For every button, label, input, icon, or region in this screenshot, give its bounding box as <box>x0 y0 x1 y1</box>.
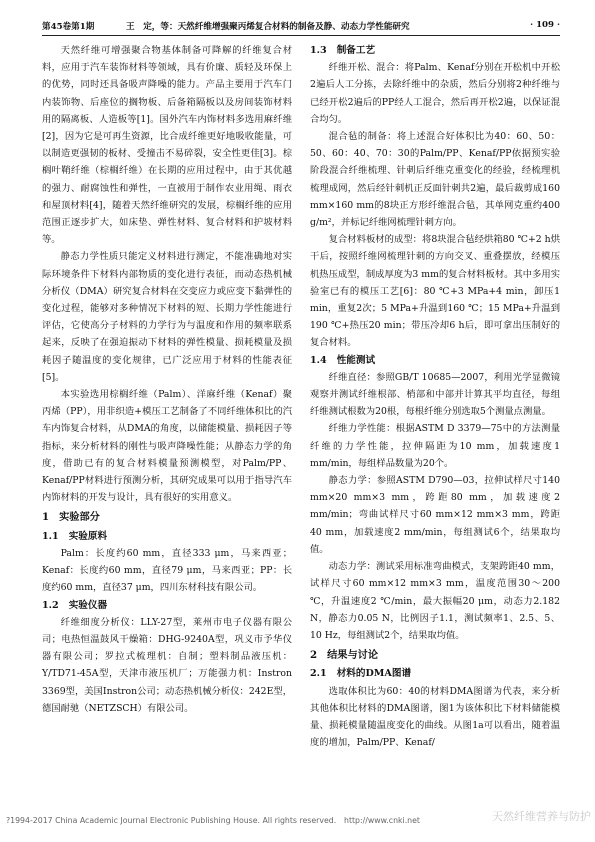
heading-number: 2 <box>310 649 318 662</box>
right-column <box>310 42 560 751</box>
paragraph: 动态力学：测试采用标准弯曲模式，支架跨距40 mm，试样尺寸60 mm×12 mm×3 mm，温度范围30～200 ℃，升温速度2 ℃/min，最大振幅20 μm，动态力2.182 N，静态力0.05 N，比例因子1.1，测试频率1、2.5、5、10 Hz，每组测试2个，结果取均值。 <box>310 561 560 641</box>
header-rule <box>42 35 560 36</box>
heading-text: 性能测试 <box>336 354 376 366</box>
heading-text: 制备工艺 <box>336 45 376 56</box>
watermark-logo: 天然纤维营养与防护 <box>492 810 591 823</box>
subsection-heading <box>310 665 560 682</box>
paragraph: 纤维力学性能：根据ASTM D 3379—75中的方法测量纤维的力学性能，拉伸隔距为10 mm，加载速度1 mm/min，每组样品数量为20个。 <box>310 423 560 469</box>
paragraph: 选取体积比为60：40的材料DMA图谱为代表，来分析其他体积比材料的DMA图谱，图1为该体积比下材料储能模量、损耗模量随温度变化的曲线。从图1a可以看出，随着温度的增加，Palm/PP、Kenaf/ <box>310 685 560 749</box>
page-number: · 109 · <box>530 20 560 30</box>
heading-number: 1.1 <box>42 530 59 542</box>
paragraph: 天然纤维可增强聚合物基体制备可降解的纤维复合材料，应用于汽车装饰材料等领域，具有价廉、质轻及环保上的优势，同时还具备吸声降噪的能力。产品主要用于汽车门内装饰物、后座位的搁物板、后备箱隔板以及房间装饰材料用的隔离板、人造板等[1]。国外汽车内饰材料多选用麻纤维[2]，因为它是可再生资源，比合成纤维更好地吸收能量，可以制造更强韧的板材、受撞击不易碎裂，安全性更佳[3]。棕榈叶鞘纤维（棕榈纤维）在长期的应用过程中，由于其优越的强力、耐腐蚀性和弹性，一直被用于制作农业用绳、雨衣和屋顶材料[4]，随着天然纤维研究的发展，棕榈纤维的应用范围正逐步扩大，如床垫、弹性材料、复合材料和护坡材料等。 <box>42 45 292 246</box>
heading-number: 1 <box>42 511 50 524</box>
section-heading <box>310 647 560 664</box>
left-column <box>42 42 292 717</box>
paragraph: 本实验选用棕榈纤维（Palm）、洋麻纤维（Kenaf）聚丙烯（PP），用非织造+模压工艺制备了不同纤维体积比的汽车内饰复合材料，从DMA的角度，以储能模量、损耗因子等指标，来分析材料的刚性与吸声降噪性能；从静态力学的角度，借助已有的复合材料模量预测模型，对Palm/PP、Kenaf/PP材料进行预测分析，其研究成果可以用于指导汽车内饰材料的开发与设计，具有很好的实用意义。 <box>42 389 292 504</box>
subsection-heading <box>42 597 292 614</box>
section-heading <box>42 509 292 526</box>
paragraph: 混合毡的制备：将上述混合好体积比为40：60、50：50、60：40、70：30的Palm/PP、Kenaf/PP依据预实验阶段混合纤维梳理、针刺后纤维克重变化的经验，经梳理机梳理成网，然后经针刺机正反面针刺共2遍，最后裁剪成160 mm×160 mm的8块正方形纤维混合毡，其单网克重约400 g/m²，并标记纤维网梳理针刺方向。 <box>310 131 560 229</box>
paragraph: 静态力学：参照ASTM D790—03，拉伸试样尺寸140 mm×20 mm×3 mm，跨距80 mm，加载速度2 mm/min；弯曲试样尺寸60 mm×12 mm×3 mm，跨距40 mm，加载速度2 mm/min，每组测试6个，结果取均值。 <box>310 475 560 555</box>
paragraph: 静态力学性质只能定义材料进行测定，不能准确地对实际环境条件下材料内部物质的变化进行表征，而动态热机械分析仪（DMA）研究复合材料在交变应力或应变下黏弹性的变化过程，能够对多种情况下材料的短、长期力学性能进行评估，它使高分子材料的力学行为与温度和作用的频率联系起来，反映了在强迫振动下材料的弹性模量、损耗模量及损耗因子随温度的变化规律，已广泛应用于材料的性能表征[5]。 <box>42 251 292 383</box>
heading-text: 结果与讨论 <box>327 649 379 662</box>
heading-number: 1.3 <box>310 45 327 56</box>
heading-text: 实验仪器 <box>68 599 108 611</box>
heading-number: 1.2 <box>42 599 59 611</box>
volume-label: 第45卷第1期 <box>42 22 95 32</box>
paragraph: 复合材料板材的成型：将8块混合毡经烘箱80 ℃+2 h烘干后，按照纤维网梳理针刺的方向交叉、重叠摆放，经模压机热压成型，制成厚度为3 mm的复合材料板材。其中多用实验室已有的模压工艺[6]：80 ℃+3 MPa+4 min，卸压1 min，重复2次；5 MPa+升温到160 ℃；15 MPa+升温到190 ℃+热压20 min；带压冷却6 h后，即可拿出压制好的复合材料。 <box>310 234 560 349</box>
paragraph: 纤维细度分析仪：LLY-27型，莱州市电子仪器有限公司；电热恒温鼓风干燥箱：DHG-9240A型，巩义市予华仪器有限公司；罗拉式梳理机：自制；塑料制品液压机：Y/TD71-45A型，天津市液压机厂；万能强力机：Instron 3369型，美国Instron公司；动态热机械分析仪：242E型，德国耐驰（NETZSCH）有限公司。 <box>42 616 292 714</box>
subsection-heading <box>310 352 560 369</box>
heading-text: 材料的DMA图谱 <box>336 668 412 680</box>
copyright-notice: ?1994-2017 China Academic Journal Electronic Publishing House. All rights reserved. http://www.cnki.net <box>6 816 420 825</box>
paragraph: 纤维直径：参照GB/T 10685—2007，利用光学显微镜观察并测试纤维根部、梢部和中部并计算其平均直径，每组纤维测试根数为20根，每根纤维分别选取5个测量点测量。 <box>310 371 560 418</box>
paragraph: 纤维开松、混合：将Palm、Kenaf分别在开松机中开松2遍后人工分拣，去除纤维中的杂质，然后分别将2种纤维与已经开松2遍后的PP经人工混合，然后再开松2遍，以保证混合均匀。 <box>310 62 560 125</box>
heading-number: 1.4 <box>310 354 327 366</box>
subsection-heading <box>310 42 560 59</box>
running-header <box>42 18 560 36</box>
running-title: 王 定，等：天然纤维增强聚丙烯复合材料的制备及静、动态力学性能研究 <box>126 22 410 32</box>
heading-text: 实验原料 <box>68 530 108 542</box>
subsection-heading <box>42 528 292 545</box>
heading-text: 实验部分 <box>59 511 100 524</box>
heading-number: 2.1 <box>310 668 327 680</box>
paragraph: Palm：长度约60 mm，直径333 μm，马来西亚；Kenaf：长度约60 mm，直径79 μm，马来西亚；PP：长度约60 mm，直径37 μm，四川东材科技有限公司。 <box>42 547 292 594</box>
